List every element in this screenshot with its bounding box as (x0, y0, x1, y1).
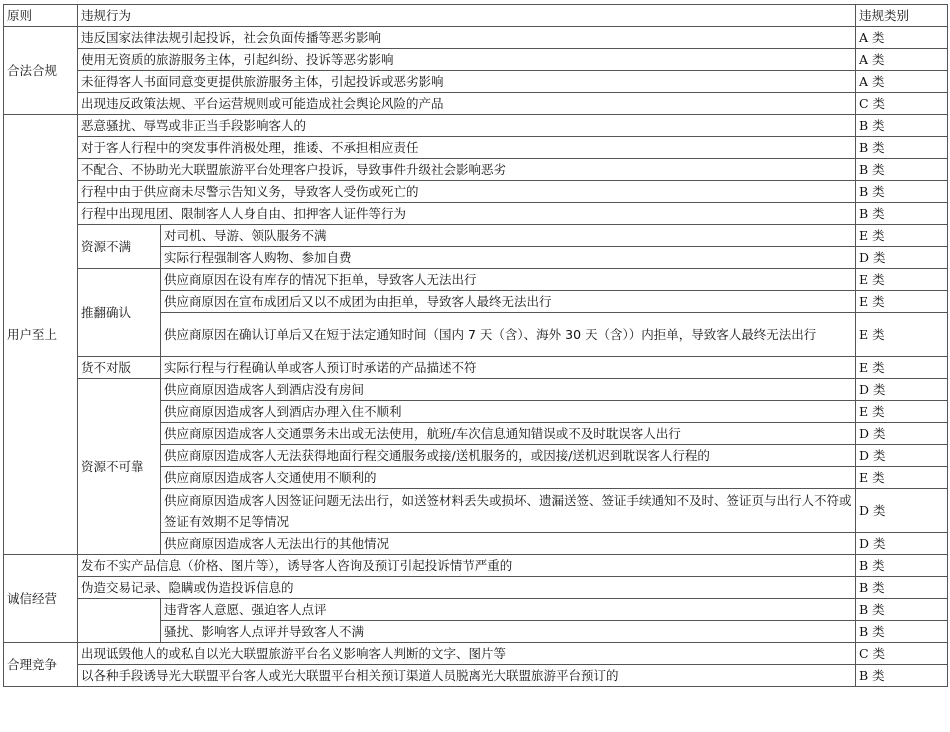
table-row (4, 137, 948, 159)
table-row (4, 379, 948, 401)
category-cell: A 类 (856, 49, 948, 71)
violation-text: 行程中出现甩团、限制客人人身自由、扣押客人证件等行为 (78, 203, 856, 225)
section-integrity: 诚信经营 (4, 555, 78, 643)
category-cell: B 类 (856, 181, 948, 203)
violation-text: 出现违反政策法规、平台运营规则或可能造成社会舆论风险的产品 (78, 93, 856, 115)
violation-text: 对于客人行程中的突发事件消极处理，推诿、不承担相应责任 (78, 137, 856, 159)
violation-text: 供应商原因造成客人交通票务未出或无法使用，航班/车次信息通知错误或不及时耽误客人出行 (161, 423, 856, 445)
table-row (4, 225, 948, 247)
table-row (4, 555, 948, 577)
category-cell: C 类 (856, 93, 948, 115)
violation-text: 违背客人意愿、强迫客人点评 (161, 599, 856, 621)
table-row (4, 665, 948, 687)
violation-text: 出现诋毁他人的或私自以光大联盟旅游平台名义影响客人判断的文字、图片等 (78, 643, 856, 665)
category-cell: D 类 (856, 379, 948, 401)
table-row (4, 49, 948, 71)
violation-text: 行程中由于供应商未尽警示告知义务，导致客人受伤或死亡的 (78, 181, 856, 203)
violation-text: 使用无资质的旅游服务主体，引起纠纷、投诉等恶劣影响 (78, 49, 856, 71)
violation-text: 实际行程强制客人购物、参加自费 (161, 247, 856, 269)
table-row (4, 115, 948, 137)
category-cell: E 类 (856, 291, 948, 313)
table-row (4, 93, 948, 115)
subgroup-overturn-confirm: 推翻确认 (78, 269, 161, 357)
violation-text: 不配合、不协助光大联盟旅游平台处理客户投诉，导致事件升级社会影响恶劣 (78, 159, 856, 181)
table-row (4, 643, 948, 665)
category-cell: E 类 (856, 467, 948, 489)
violation-text: 供应商原因在确认订单后又在短于法定通知时间（国内 7 天（含）、海外 30 天（含））内拒单，导致客人最终无法出行 (161, 313, 856, 357)
category-cell: A 类 (856, 27, 948, 49)
category-cell: D 类 (856, 489, 948, 533)
category-cell: B 类 (856, 115, 948, 137)
subgroup-resource-unreliable: 资源不可靠 (78, 379, 161, 555)
violation-text: 供应商原因造成客人无法出行的其他情况 (161, 533, 856, 555)
violation-text: 供应商原因造成客人无法获得地面行程交通服务或接/送机服务的，或因接/送机迟到耽误客人行程的 (161, 445, 856, 467)
table-row (4, 203, 948, 225)
table-row (4, 27, 948, 49)
violation-text: 未征得客人书面同意变更提供旅游服务主体，引起投诉或恶劣影响 (78, 71, 856, 93)
table-row (4, 71, 948, 93)
violation-table (3, 4, 948, 687)
violation-text: 发布不实产品信息（价格、图片等），诱导客人咨询及预订引起投诉情节严重的 (78, 555, 856, 577)
category-cell: D 类 (856, 445, 948, 467)
category-cell: B 类 (856, 137, 948, 159)
table-row (4, 357, 948, 379)
violation-text: 供应商原因在宣布成团后又以不成团为由拒单，导致客人最终无法出行 (161, 291, 856, 313)
header-category: 违规类别 (856, 5, 948, 27)
category-cell: E 类 (856, 313, 948, 357)
section-competition: 合理竞争 (4, 643, 78, 687)
violation-text: 伪造交易记录、隐瞒或伪造投诉信息的 (78, 577, 856, 599)
violation-text: 供应商原因造成客人因签证问题无法出行，如送签材料丢失或损坏、遗漏送签、签证手续通知不及时、签证页与出行人不符或签证有效期不足等情况 (161, 489, 856, 533)
violation-text: 供应商原因造成客人交通使用不顺利的 (161, 467, 856, 489)
category-cell: E 类 (856, 225, 948, 247)
violation-text: 供应商原因造成客人到酒店没有房间 (161, 379, 856, 401)
category-cell: A 类 (856, 71, 948, 93)
table-header-row (4, 5, 948, 27)
header-violation: 违规行为 (78, 5, 856, 27)
violation-text: 骚扰、影响客人点评并导致客人不满 (161, 621, 856, 643)
violation-text: 实际行程与行程确认单或客人预订时承诺的产品描述不符 (161, 357, 856, 379)
section-user: 用户至上 (4, 115, 78, 555)
category-cell: E 类 (856, 357, 948, 379)
violation-text: 以各种手段诱导光大联盟平台客人或光大联盟平台相关预订渠道人员脱离光大联盟旅游平台预订的 (78, 665, 856, 687)
violation-text: 恶意骚扰、辱骂或非正当手段影响客人的 (78, 115, 856, 137)
category-cell: B 类 (856, 665, 948, 687)
table-row (4, 159, 948, 181)
violation-text: 对司机、导游、领队服务不满 (161, 225, 856, 247)
subgroup-empty (78, 599, 161, 643)
table-row (4, 269, 948, 291)
table-row (4, 577, 948, 599)
category-cell: D 类 (856, 423, 948, 445)
category-cell: C 类 (856, 643, 948, 665)
table-row (4, 599, 948, 621)
category-cell: E 类 (856, 269, 948, 291)
violation-text: 供应商原因在设有库存的情况下拒单，导致客人无法出行 (161, 269, 856, 291)
category-cell: B 类 (856, 577, 948, 599)
subgroup-goods-mismatch: 货不对版 (78, 357, 161, 379)
category-cell: B 类 (856, 203, 948, 225)
category-cell: D 类 (856, 247, 948, 269)
category-cell: B 类 (856, 599, 948, 621)
section-legal: 合法合规 (4, 27, 78, 115)
table-row (4, 181, 948, 203)
violation-text: 违反国家法律法规引起投诉，社会负面传播等恶劣影响 (78, 27, 856, 49)
category-cell: E 类 (856, 401, 948, 423)
category-cell: B 类 (856, 621, 948, 643)
header-principle: 原则 (4, 5, 78, 27)
category-cell: D 类 (856, 533, 948, 555)
violation-text: 供应商原因造成客人到酒店办理入住不顺利 (161, 401, 856, 423)
category-cell: B 类 (856, 555, 948, 577)
category-cell: B 类 (856, 159, 948, 181)
subgroup-resource-unsatisfied: 资源不满 (78, 225, 161, 269)
